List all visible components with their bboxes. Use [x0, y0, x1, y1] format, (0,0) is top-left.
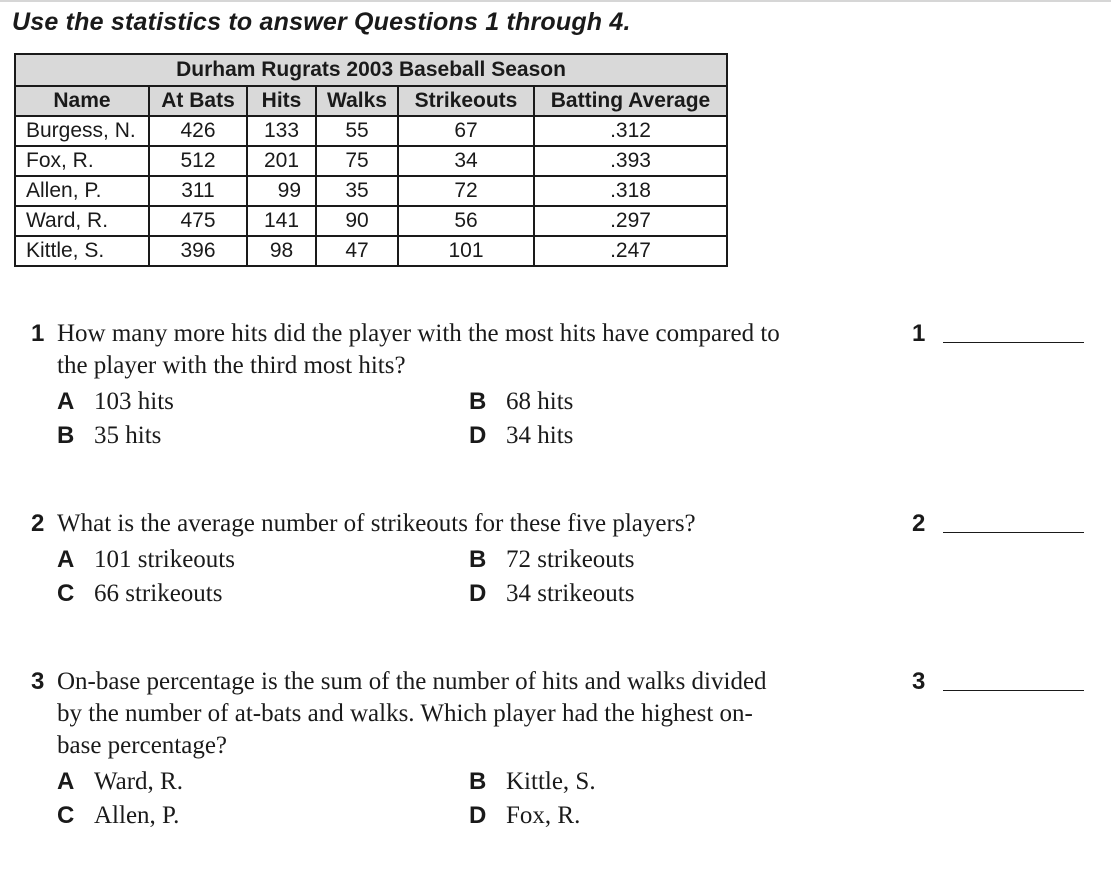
choice-text: 34 strikeouts: [506, 580, 635, 607]
choice-2c[interactable]: [57, 580, 222, 608]
question-text-line: How many more hits did the player with the most hits have compared to: [57, 320, 780, 347]
choice-3b[interactable]: [469, 768, 596, 796]
cell-name: Burgess, N.: [15, 116, 149, 146]
cell-strikeouts: 56: [398, 206, 534, 236]
header-at-bats: At Bats: [149, 86, 247, 116]
question-text-line: What is the average number of strikeouts for these five players?: [57, 510, 696, 537]
header-batting-average: Batting Average: [534, 86, 727, 116]
choice-text: 35 hits: [94, 422, 162, 449]
question-2: [31, 508, 696, 540]
choice-letter: B: [469, 388, 487, 415]
choice-text: Kittle, S.: [506, 768, 596, 795]
cell-strikeouts: 101: [398, 236, 534, 266]
choice-1c[interactable]: [57, 422, 161, 450]
cell-hits: 133: [247, 116, 316, 146]
cell-strikeouts: 67: [398, 116, 534, 146]
choice-2a[interactable]: [57, 546, 235, 574]
choice-1a[interactable]: [57, 388, 174, 416]
choice-letter: B: [469, 768, 487, 795]
cell-batting-average: .318: [534, 176, 727, 206]
choice-text: Fox, R.: [506, 802, 581, 829]
table-row: [15, 116, 727, 146]
table-row: [15, 206, 727, 236]
header-hits: Hits: [247, 86, 316, 116]
question-text-line: On-base percentage is the sum of the number of hits and walks divided: [57, 668, 767, 695]
question-number: 2: [31, 510, 45, 537]
choice-text: 103 hits: [94, 388, 174, 415]
choice-letter: D: [469, 802, 487, 829]
question-1: [31, 318, 780, 379]
cell-hits: 98: [247, 236, 316, 266]
answer-label-3: 3: [912, 668, 926, 695]
table-row: [15, 236, 727, 266]
choice-letter: A: [57, 388, 75, 415]
cell-batting-average: .247: [534, 236, 727, 266]
cell-batting-average: .312: [534, 116, 727, 146]
choice-text: 34 hits: [506, 422, 574, 449]
choice-letter: C: [57, 802, 75, 829]
table-header-row: [15, 86, 727, 116]
table-row: [15, 146, 727, 176]
cell-hits: 201: [247, 146, 316, 176]
cell-at-bats: 396: [149, 236, 247, 266]
choice-3d[interactable]: [469, 802, 580, 830]
table-row: [15, 176, 727, 206]
cell-walks: 90: [316, 206, 398, 236]
question-text-line: base percentage?: [57, 732, 228, 759]
cell-hits: 141: [247, 206, 316, 236]
choice-letter: A: [57, 768, 75, 795]
cell-at-bats: 426: [149, 116, 247, 146]
question-number: 1: [31, 320, 45, 347]
choice-1d[interactable]: [469, 422, 573, 450]
cell-at-bats: 512: [149, 146, 247, 176]
question-number: 3: [31, 668, 45, 695]
choice-1b[interactable]: [469, 388, 573, 416]
choice-2b[interactable]: [469, 546, 634, 574]
cell-batting-average: .297: [534, 206, 727, 236]
cell-at-bats: 475: [149, 206, 247, 236]
choice-text: 66 strikeouts: [94, 580, 223, 607]
stats-table: [14, 53, 728, 267]
cell-hits: 99: [247, 176, 316, 206]
answer-blank-2[interactable]: [943, 532, 1084, 533]
choice-letter: A: [57, 546, 75, 573]
choice-3a[interactable]: [57, 768, 183, 796]
header-strikeouts: Strikeouts: [398, 86, 534, 116]
answer-blank-1[interactable]: [943, 342, 1084, 343]
cell-name: Ward, R.: [15, 206, 149, 236]
choice-letter: D: [469, 422, 487, 449]
header-name: Name: [15, 86, 149, 116]
cell-strikeouts: 72: [398, 176, 534, 206]
answer-label-2: 2: [912, 510, 926, 537]
cell-strikeouts: 34: [398, 146, 534, 176]
choice-letter: B: [57, 422, 75, 449]
cell-walks: 55: [316, 116, 398, 146]
instructions-heading: Use the statistics to answer Questions 1 through 4.: [12, 8, 631, 36]
answer-blank-3[interactable]: [943, 690, 1084, 691]
cell-walks: 35: [316, 176, 398, 206]
cell-at-bats: 311: [149, 176, 247, 206]
top-rule: [0, 0, 1111, 2]
choice-letter: B: [469, 546, 487, 573]
choice-text: 72 strikeouts: [506, 546, 635, 573]
table-title-row: [15, 54, 727, 86]
cell-name: Fox, R.: [15, 146, 149, 176]
choice-letter: C: [57, 580, 75, 607]
choice-text: Ward, R.: [94, 768, 183, 795]
answer-label-1: 1: [912, 320, 926, 347]
choice-3c[interactable]: [57, 802, 179, 830]
header-walks: Walks: [316, 86, 398, 116]
choice-text: 68 hits: [506, 388, 574, 415]
choice-text: 101 strikeouts: [94, 546, 235, 573]
question-text-line: by the number of at-bats and walks. Which player had the highest on-: [57, 700, 753, 727]
choice-2d[interactable]: [469, 580, 634, 608]
choice-text: Allen, P.: [94, 802, 180, 829]
cell-walks: 75: [316, 146, 398, 176]
table-title: Durham Rugrats 2003 Baseball Season: [15, 54, 727, 86]
question-text-line: the player with the third most hits?: [57, 352, 406, 379]
cell-batting-average: .393: [534, 146, 727, 176]
cell-walks: 47: [316, 236, 398, 266]
cell-name: Allen, P.: [15, 176, 149, 206]
choice-letter: D: [469, 580, 487, 607]
cell-name: Kittle, S.: [15, 236, 149, 266]
question-3: [31, 666, 767, 759]
